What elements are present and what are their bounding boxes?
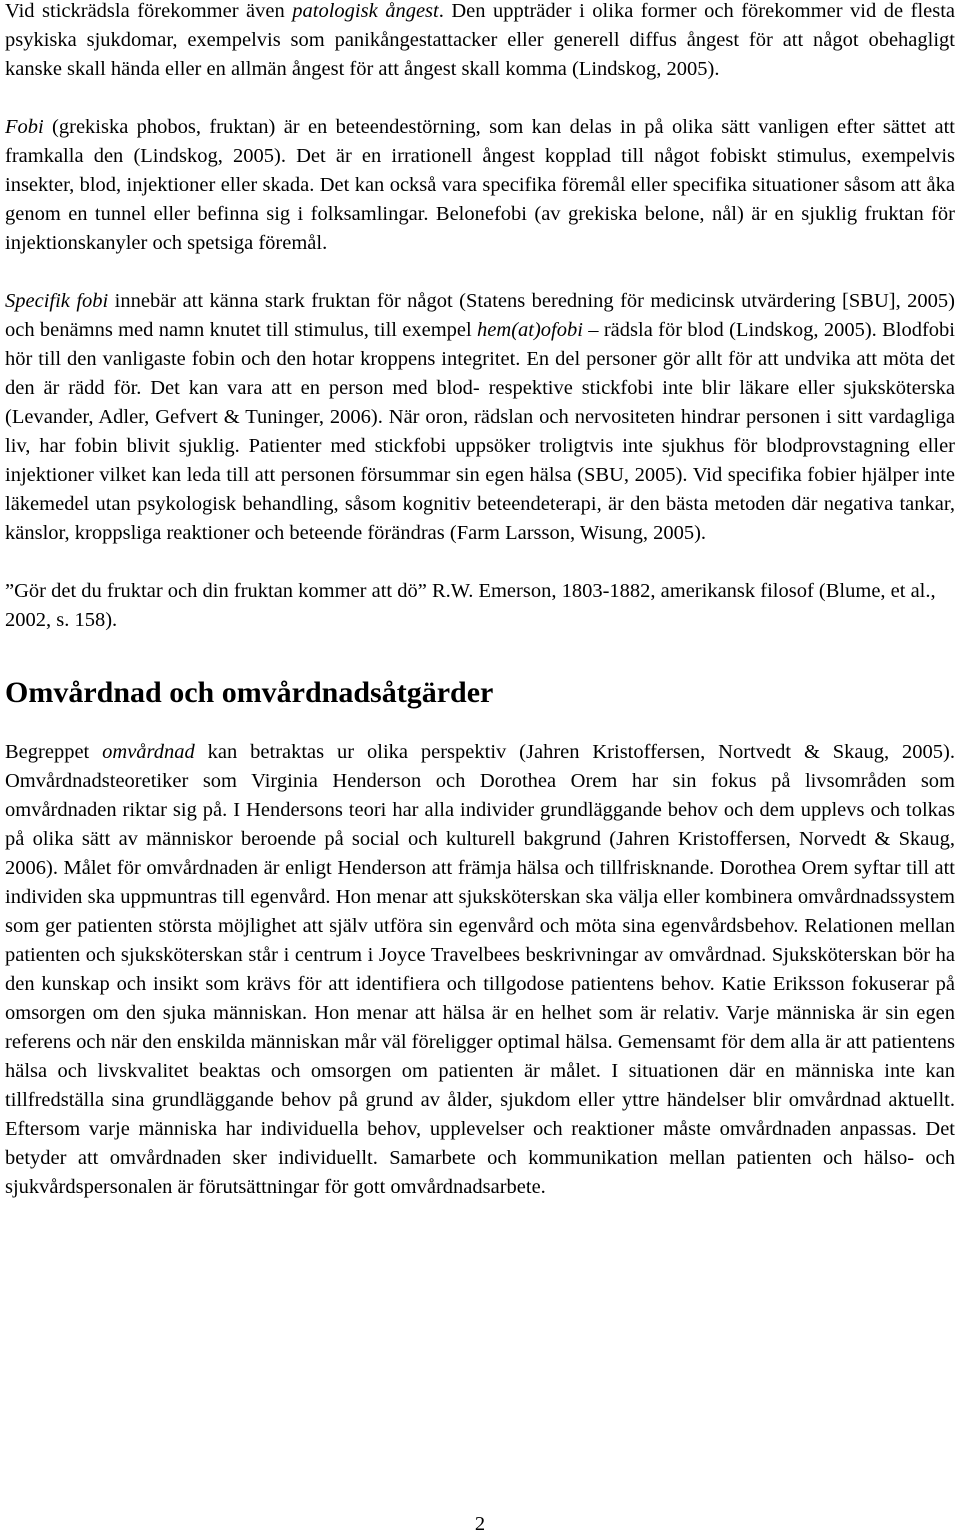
section-heading: Omvårdnad och omvårdnadsåtgärder	[5, 676, 494, 709]
paragraph-fobi	[5, 113, 955, 258]
emphasis-term: hem(at)ofobi	[477, 319, 583, 341]
page-number: 2	[474, 1513, 486, 1535]
paragraph-gap	[5, 258, 955, 287]
emphasis-term: omvårdnad	[102, 741, 195, 763]
text-run: Vid stickrädsla förekommer även	[5, 0, 293, 22]
quote-emerson: ”Gör det du fruktar och din fruktan kommer att dö” R.W. Emerson, 1803-1882, amerikansk filosof (Blume, et al., 2002, s. 158).	[5, 580, 936, 631]
document-page	[5, 0, 955, 1202]
paragraph-gap	[5, 548, 955, 577]
paragraph-specifik-fobi	[5, 287, 955, 548]
text-run: (grekiska phobos, fruktan) är en beteendestörning, som kan delas in på olika sätt vanligen efter sättet att framkalla den (Lindskog, 2005). Det är en irrationell ångest kopplad till något fobiskt stimulus, exempelvis insekter, blod, injektioner eller skada. Det kan också vara specifika föremål eller specifika situationer såsom att åka genom en tunnel eller befinna sig i folksamlingar. Belonefobi (av grekiska belone, nål) är en sjuklig fruktan för injektionskanyler och spetsiga föremål.	[5, 116, 955, 254]
text-run: . Den uppträder i olika former och förekommer vid de flesta psykiska sjukdomar, exempelvis som panikångestattacker eller generell diffus ångest för att något obehagligt kanske skall hända eller en allmän ångest för att ångest skall komma (Lindskog, 2005).	[5, 0, 956, 80]
heading-gap	[5, 713, 955, 738]
text-run: Begreppet	[5, 741, 103, 763]
paragraph-patologisk-angest	[5, 0, 955, 84]
paragraph-omvardnad	[5, 738, 955, 1202]
text-run: – rädsla för blod (Lindskog, 2005). Blodfobi hör till den vanligaste fobin och den hotar kroppens integritet. En del personer gör allt för att undvika att möta det den är rädd för. Det kan vara att en person med blod- respektive stickfobi inte blir läkare eller sjuksköterska (Levander, Adler, Gefvert & Tuninger, 2006). När oron, rädslan och nervositeten hindrar personen i sitt vardagliga liv, har fobin blivit sjuklig. Patienter med stickfobi uppsöker troligtvis inte sjukhus för blodprovstagning eller injektioner vilket kan leda till att personen försummar sin egen hälsa (SBU, 2005). Vid specifika fobier hjälper inte läkemedel utan psykologisk behandling, såsom kognitiv beteendeterapi, är den bästa metoden där negativa tankar, känslor, kroppsliga reaktioner och beteende förändras (Farm Larsson, Wisung, 2005).	[5, 319, 955, 544]
heading-gap	[5, 635, 955, 673]
emphasis-term: patologisk ångest	[292, 0, 439, 22]
paragraph-gap	[5, 84, 955, 113]
text-run: innebär att känna stark fruktan för något (Statens beredning för medicinsk utvärdering [SBU], 2005) och benämns med namn knutet till stimulus, till exempel	[5, 290, 955, 341]
emphasis-term: Fobi	[5, 116, 44, 138]
emphasis-term: Specifik fobi	[5, 290, 109, 312]
text-run: kan betraktas ur olika perspektiv (Jahren Kristoffersen, Nortvedt & Skaug, 2005). Omvårdnadsteoretiker som Virginia Henderson och Dorothea Orem har sin fokus på livsområden som omvårdnaden riktar sig på. I Hendersons teori har alla individer grundläggande behov och dem upplevs och tolkas på olika sätt av människor beroende på social och kulturell bakgrund (Jahren Kristoffersen, Norvedt & Skaug, 2006). Målet för omvårdnaden är enligt Henderson att främja hälsa och tillfrisknande. Dorothea Orem syftar till att individen ska uppmuntras till egenvård. Hon menar att sjuksköterskan ska välja eller kombinera omvårdnadssystem som ger patienten största möjlighet att själv utföra sin egenvård och möta sina egenvårdsbehov. Relationen mellan patienten och sjuksköterskan står i centrum i Joyce Travelbees beskrivningar av omvårdnad. Sjuksköterskan bör ha den kunskap och insikt som krävs för att identifiera och tillgodose patientens behov. Katie Eriksson fokuserar på omsorgen om den sjuka människan. Hon menar att hälsa är en helhet som är relativ. Varje människa är sin egen referens och när den enskilda människan mår väl föreligger optimal hälsa. Gemensamt för dem alla är att patientens hälsa och livskvalitet beaktas och omsorgen om patienten är målet. I situationen där en människa inte kan tillfredställa sina grundläggande behov på grund av ålder, sjukdom eller yttre händelser blir omvårdnad aktuellt. Eftersom varje människa har individuella behov, upplevelser och reaktioner måste omvårdnaden anpassas. Det betyder att omvårdnaden sker individuellt. Samarbete och kommunikation mellan patienten och hälso- och sjukvårdspersonalen är förutsättningar för gott omvårdnadsarbete.	[5, 741, 955, 1198]
